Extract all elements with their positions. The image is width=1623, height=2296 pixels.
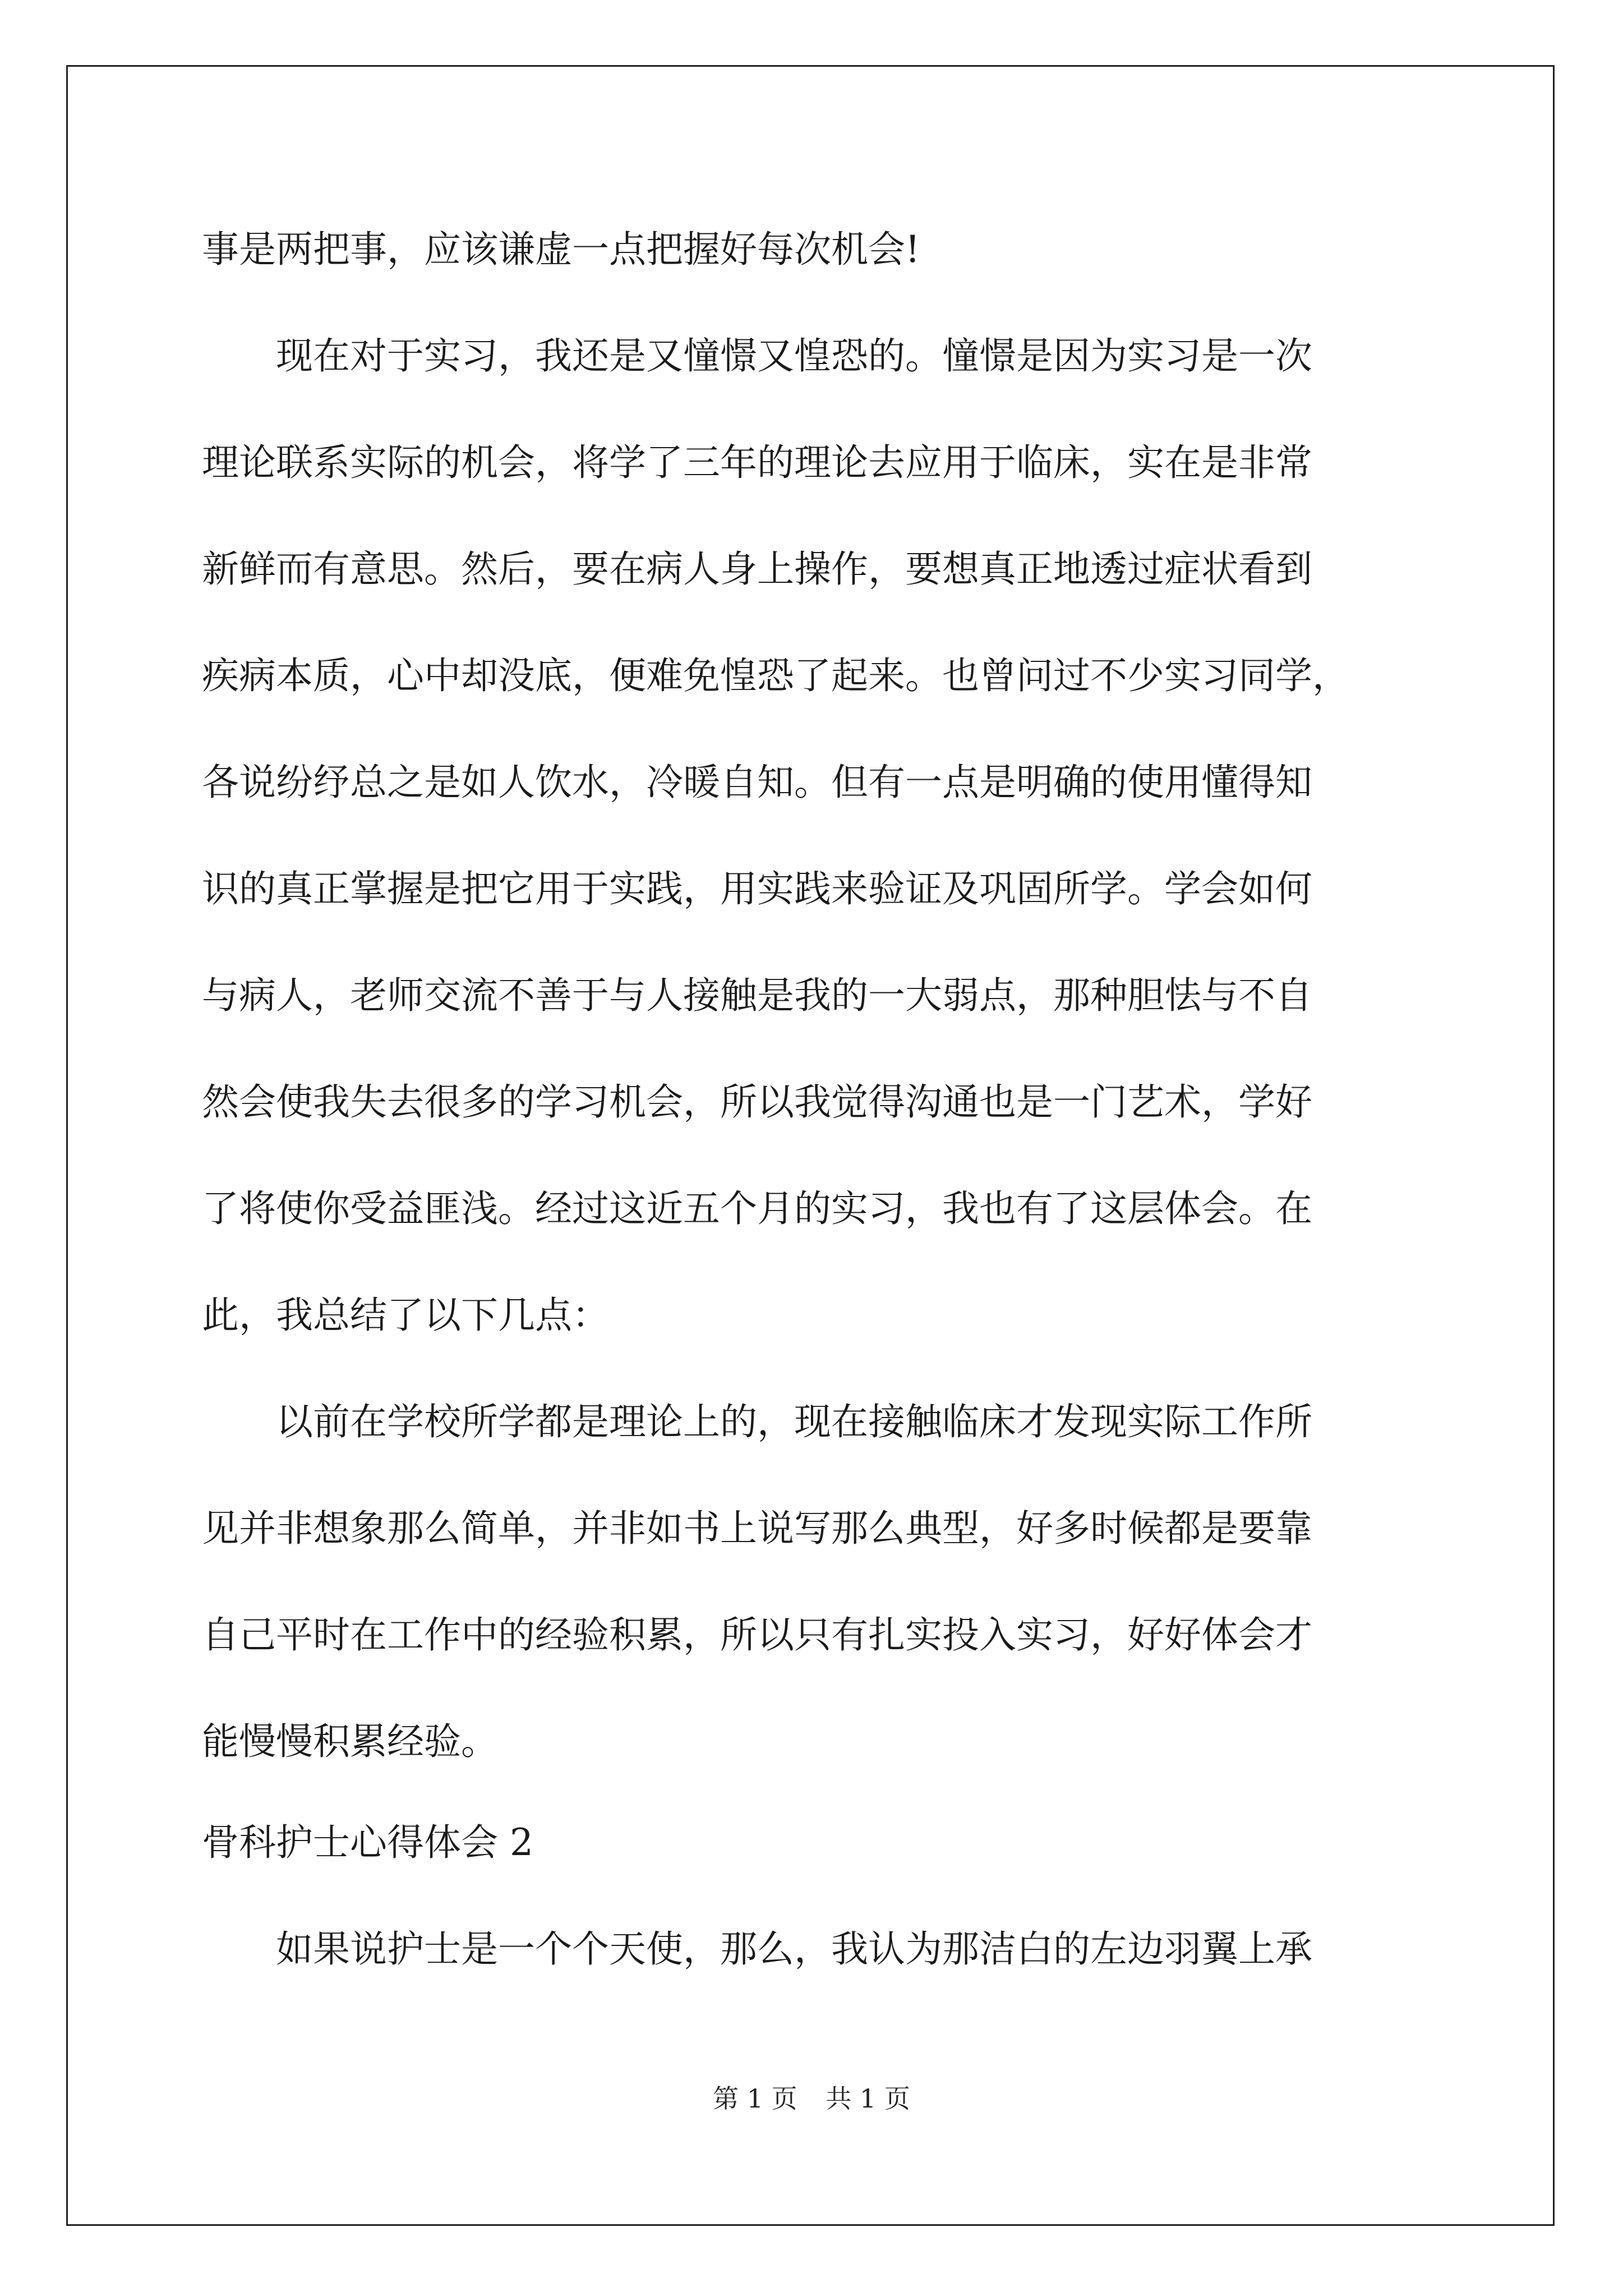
paragraph-line: 如果说护士是一个个天使，那么，我认为那洁白的左边羽翼上承 [202, 1927, 1312, 1971]
page-footer [0, 2078, 1623, 2115]
paragraph-line: 能慢慢积累经验。 [202, 1720, 498, 1763]
paragraph-line: 以前在学校所学都是理论上的，现在接触临床才发现实际工作所 [202, 1400, 1312, 1443]
paragraph-line: 疾病本质，心中却没底，便难免惶恐了起来。也曾问过不少实习同学， [202, 654, 1349, 697]
paragraph-line: 见并非想象那么简单，并非如书上说写那么典型，好多时候都是要靠 [202, 1507, 1312, 1550]
page-total: 共 1 页 [826, 2083, 910, 2114]
paragraph-line: 然会使我失去很多的学习机会，所以我觉得沟通也是一门艺术，学好 [202, 1080, 1312, 1124]
paragraph-line: 各说纷纾总之是如人饮水，冷暖自知。但有一点是明确的使用懂得知 [202, 761, 1312, 804]
paragraph-line: 自己平时在工作中的经验积累，所以只有扎实投入实习，好好体会才 [202, 1613, 1312, 1657]
paragraph-line: 了将使你受益匪浅。经过这近五个月的实习，我也有了这层体会。在 [202, 1187, 1312, 1230]
text-line: 事是两把事，应该谦虚一点把握好每次机会! [202, 228, 920, 271]
paragraph-line: 现在对于实习，我还是又憧憬又惶恐的。憧憬是因为实习是一次 [202, 334, 1312, 378]
paragraph-line: 识的真正掌握是把它用于实践，用实践来验证及巩固所学。学会如何 [202, 867, 1312, 910]
page-frame [66, 65, 1555, 2226]
paragraph-line: 此，我总结了以下几点： [202, 1294, 609, 1337]
paragraph-line: 理论联系实际的机会，将学了三年的理论去应用于临床，实在是非常 [202, 441, 1312, 484]
page-number: 第 1 页 [713, 2083, 797, 2114]
section-heading: 骨科护士心得体会 2 [202, 1821, 533, 1864]
paragraph-line: 新鲜而有意思。然后，要在病人身上操作，要想真正地透过症状看到 [202, 547, 1312, 591]
paragraph-line: 与病人，老师交流不善于与人接触是我的一大弱点，那种胆怯与不自 [202, 974, 1312, 1017]
